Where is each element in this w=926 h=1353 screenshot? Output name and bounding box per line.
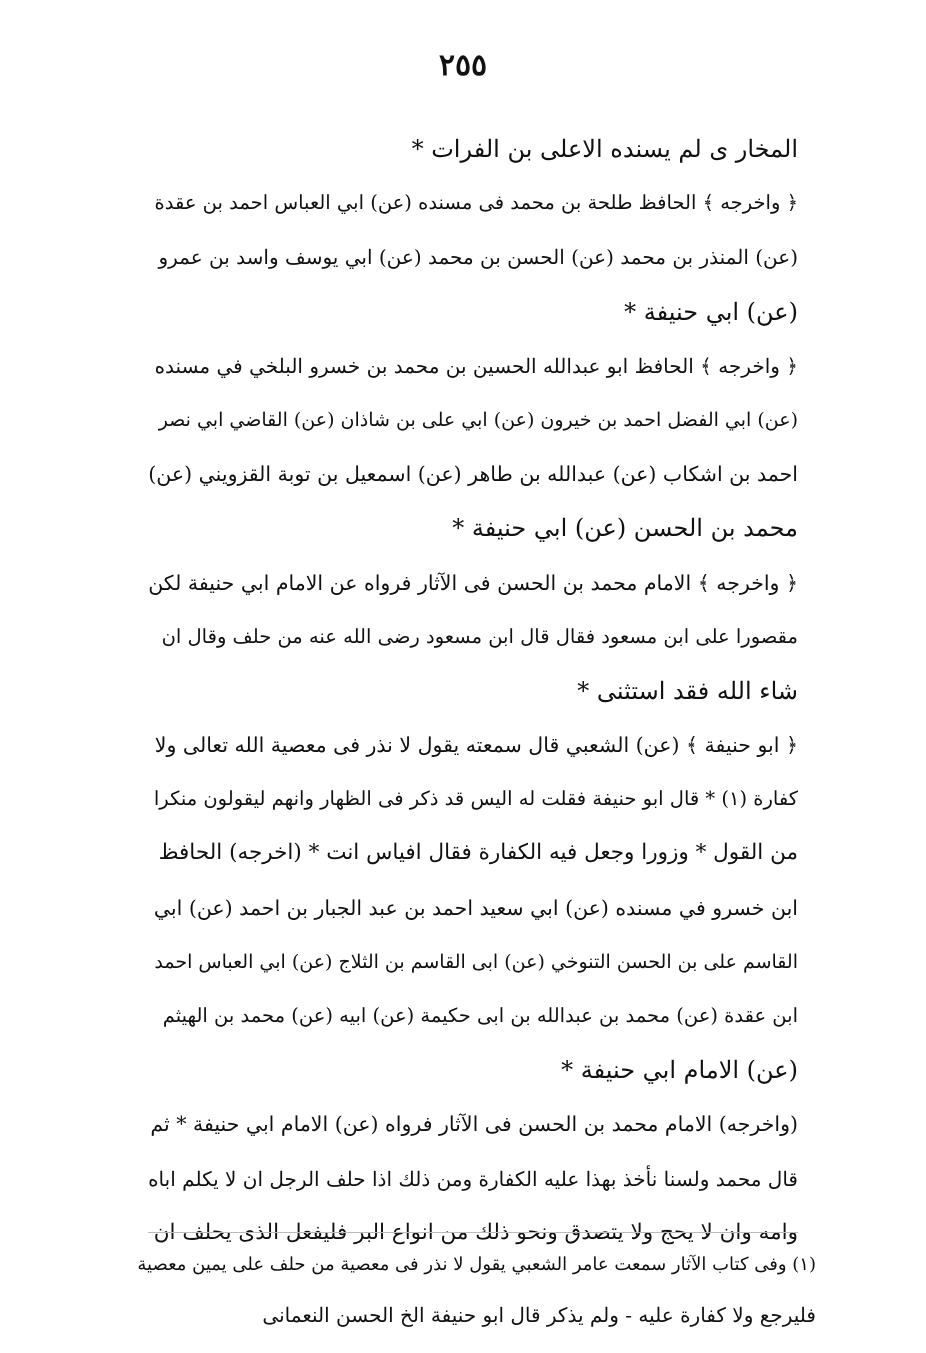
text-line: (عن) المنذر بن محمد (عن) الحسن بن محمد (عن) ابي يوسف واسد بن عمرو bbox=[158, 245, 798, 270]
footnote-divider bbox=[148, 1232, 798, 1233]
text-line: القاسم على بن الحسن التنوخي (عن) ابى القاسم بن الثلاج (عن) ابي العباس احمد bbox=[154, 950, 798, 973]
text-line: (عن) الامام ابي حنيفة * bbox=[561, 1056, 798, 1085]
text-line: المخار ى لم يسنده الاعلى بن الفرات * bbox=[411, 135, 798, 163]
text-line: وامه وان لا يحج ولا يتصدق ونحو ذلك من انواع البر فليفعل الذى يحلف ان bbox=[153, 1219, 798, 1245]
footnotes bbox=[130, 1240, 816, 1340]
main-text bbox=[148, 122, 798, 1260]
text-line: ﴿ واخرجه ﴾ الحافظ ابو عبدالله الحسين بن محمد بن خسرو البلخي في مسنده bbox=[154, 353, 798, 378]
text-line: كفارة (١) * قال ابو حنيفة فقلت له اليس قد ذكر فى الظهار وانهم ليقولون منكرا bbox=[153, 787, 798, 811]
text-line: (عن) ابي حنيفة * bbox=[624, 297, 798, 326]
text-line: مقصورا على ابن مسعود فقال قال ابن مسعود رضى الله عنه من حلف وقال ان bbox=[161, 624, 798, 648]
text-line: ابن خسرو في مسنده (عن) ابي سعيد احمد بن عبد الجبار بن احمد (عن) ابي bbox=[153, 895, 798, 920]
text-line: محمد بن الحسن (عن) ابي حنيفة * bbox=[452, 514, 798, 543]
text-line: ﴿ ابو حنيفة ﴾ (عن) الشعبي قال سمعته يقول لا نذر فى معصية الله تعالى ولا bbox=[154, 733, 798, 758]
text-line: من القول * وزورا وجعل فيه الكفارة فقال افياس انت * (اخرجه) الحافظ bbox=[158, 840, 798, 866]
text-line: احمد بن اشكاب (عن) عبدالله بن طاهر (عن) اسمعيل بن توبة القزويني (عن) bbox=[148, 462, 798, 487]
text-line: (واخرجه) الامام محمد بن الحسن فى الآثار فرواه (عن) الامام ابي حنيفة * ثم bbox=[150, 1112, 798, 1137]
text-line: ابن عقدة (عن) محمد بن عبدالله بن ابى حكيمة (عن) ابيه (عن) محمد بن الهيثم bbox=[162, 1004, 798, 1027]
text-line: (عن) ابي الفضل احمد بن خيرون (عن) ابي على بن شاذان (عن) القاضي ابي نصر bbox=[158, 408, 798, 431]
footnote-line: فليرجع ولا كفارة عليه - ولم يذكر قال ابو حنيفة الخ الحسن النعمانى bbox=[262, 1303, 816, 1327]
text-line: ﴿ واخرجه ﴾ الامام محمد بن الحسن فى الآثار فرواه عن الامام ابي حنيفة لكن bbox=[148, 570, 798, 595]
footnote-line: (١) وفى كتاب الآثار سمعت عامر الشعبي يقول لا نذر فى معصية من حلف على يمين معصية bbox=[137, 1254, 816, 1275]
page-number: ٢٥٥ bbox=[438, 48, 488, 83]
text-line: ﴿ واخرجه ﴾ الحافظ طلحة بن محمد فى مسنده (عن) ابي العباس احمد بن عقدة bbox=[154, 191, 798, 215]
text-line: قال محمد ولسنا نأخذ بهذا عليه الكفارة ومن ذلك اذا حلف الرجل ان لا يكلم اباه bbox=[148, 1166, 798, 1191]
text-line: شاء الله فقد استثنى * bbox=[577, 676, 798, 705]
